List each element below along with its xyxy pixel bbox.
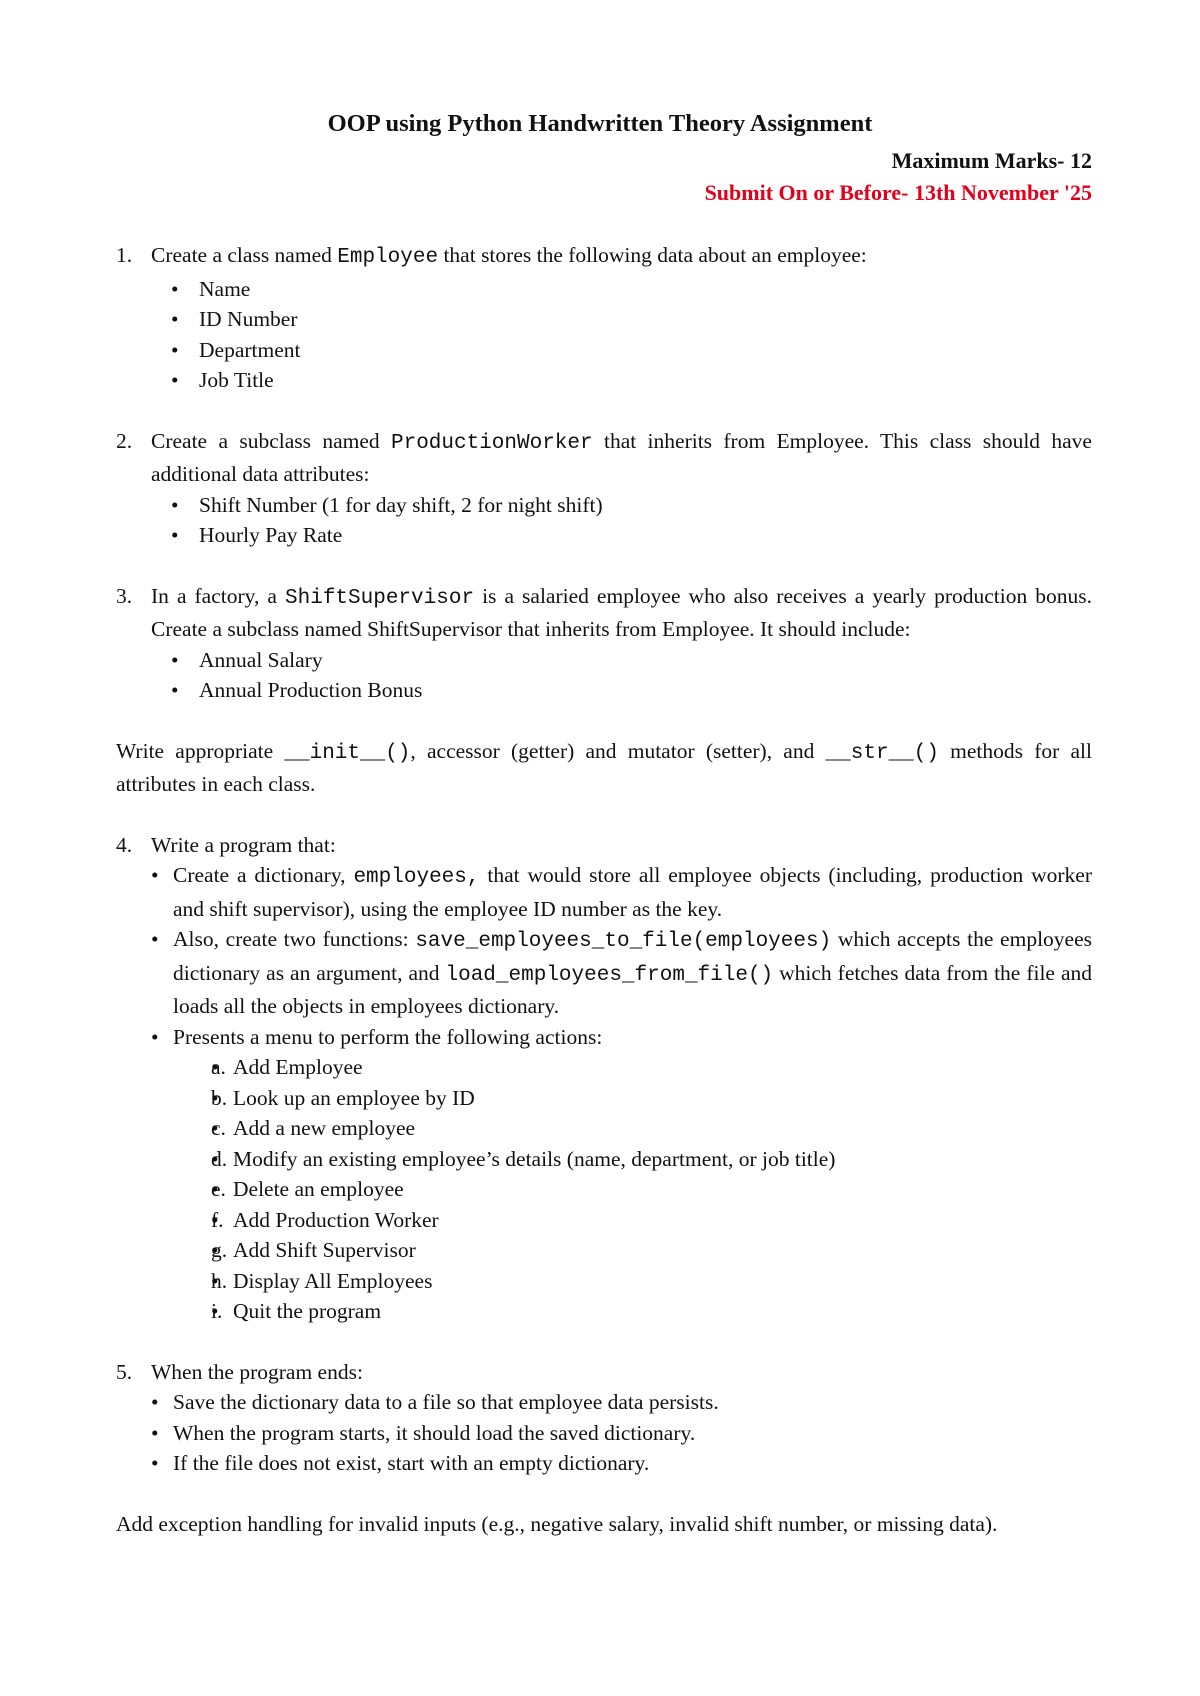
question-3 [116,581,1092,706]
item-letter: • g. [211,1238,228,1262]
load-function-code: load_employees_from_file() [445,963,774,987]
menu-action-item [211,1296,1092,1327]
attribute-list [151,490,1092,551]
question-text: Write a program that: [151,832,336,857]
item-letter: • e. [211,1177,226,1201]
list-item: • Department [171,335,1092,366]
menu-action-item [211,1113,1092,1144]
class-name-code: Employee [337,246,439,269]
question-4 [116,830,1092,1327]
attribute-list [151,645,1092,706]
methods-instruction [116,736,1092,800]
question-text: that inherits from Employee. This class should have additional data attributes: [151,428,1092,486]
str-method-code: __str__() [825,741,939,765]
item-letter: • d. [211,1146,228,1171]
list-item: • Annual Salary [171,645,1092,676]
list-item: • Job Title [171,365,1092,396]
save-function-code: save_employees_to_file(employees) [415,930,832,953]
list-item [151,1022,1092,1327]
question-2 [116,426,1092,551]
question-text: In a factory, a [151,583,286,608]
list-item: • Hourly Pay Rate [171,520,1092,551]
question-number: 1. [116,243,133,267]
list-item: • If the file does not exist, start with an empty dictionary. [151,1448,1092,1479]
list-item: • When the program starts, it should load the saved dictionary. [151,1418,1092,1449]
item-letter: • a. [211,1055,226,1079]
submission-deadline: Submit On or Before- 13th November '25 [704,180,1092,205]
question-5 [116,1357,1092,1479]
list-item: • ID Number [171,304,1092,335]
question-number: 2. [116,428,133,453]
item-text: Modify an existing employee’s details (name, department, or job title) [233,1146,836,1171]
assignment-body [116,240,1092,1539]
paragraph-text: , accessor (getter) and mutator (setter), and [410,738,826,763]
question-1 [116,240,1092,396]
item-text: which accepts the employees dictionary as an argument, and [173,927,1092,985]
item-text: Add Shift Supervisor [233,1238,416,1262]
item-text: Also, create two functions: [173,927,416,951]
exception-handling-note: Add exception handling for invalid inputs (e.g., negative salary, invalid shift number, or missing data). [116,1511,998,1536]
paragraph-text: Write appropriate [116,738,285,763]
item-letter: • b. [211,1085,228,1110]
question-number: 4. [116,832,133,857]
list-item [151,924,1092,1022]
question-text: Create a class named [151,243,338,267]
list-item: • Annual Production Bonus [171,675,1092,706]
item-text: Add Employee [233,1055,363,1079]
item-text: Quit the program [233,1299,382,1323]
menu-action-item [211,1144,1092,1175]
item-text: which fetches data from the file and loads all the objects in employees dictionary. [173,960,1092,1018]
question-number: 5. [116,1359,133,1384]
menu-action-item [211,1052,1092,1083]
page-title: OOP using Python Handwritten Theory Assignment [327,110,873,137]
item-letter: • f. [211,1207,224,1232]
attribute-list [151,274,1092,396]
menu-action-item [211,1174,1092,1205]
class-name-code: ShiftSupervisor [285,586,475,610]
item-text: that would store all employee objects (including, production worker and shift supervisor), using the employee ID number as the key. [173,863,1092,921]
item-text: Delete an employee [233,1177,404,1201]
item-letter: • i. [211,1299,223,1323]
item-letter: • h. [211,1268,228,1293]
item-text: Presents a menu to perform the following actions: [173,1024,603,1049]
maximum-marks: Maximum Marks- 12 [891,148,1092,173]
list-item: • Shift Number (1 for day shift, 2 for night shift) [171,490,1092,521]
item-text: Add a new employee [233,1116,416,1140]
menu-action-item [211,1083,1092,1114]
menu-action-item [211,1235,1092,1266]
question-text: Create a subclass named [151,428,391,453]
menu-action-item [211,1266,1092,1297]
question-text: When the program ends: [151,1359,363,1384]
paragraph-text: methods for all attributes in each class. [116,738,1092,796]
list-item [151,860,1092,924]
item-text: Display All Employees [233,1268,433,1293]
menu-action-item [211,1205,1092,1236]
dictionary-name-code: employees, [353,866,480,889]
question-text: that stores the following data about an employee: [438,243,867,267]
item-text: Add Production Worker [233,1207,439,1232]
list-item: • Save the dictionary data to a file so that employee data persists. [151,1387,1092,1418]
item-letter: • c. [211,1116,226,1140]
menu-actions-list [173,1052,1092,1327]
item-text: Look up an employee by ID [233,1085,475,1110]
init-method-code: __init__() [284,741,411,765]
header [0,110,1200,205]
question-number: 3. [116,583,133,608]
question-text: is a salaried employee who also receives a yearly production bonus. Create a subclass named ShiftSupervisor that inherits from Employee. It should include: [151,583,1093,641]
item-text: Create a dictionary, [173,863,354,887]
class-name-code: ProductionWorker [390,431,593,455]
requirement-list [151,860,1092,1327]
list-item: • Name [171,274,1092,305]
requirement-list [151,1387,1092,1479]
